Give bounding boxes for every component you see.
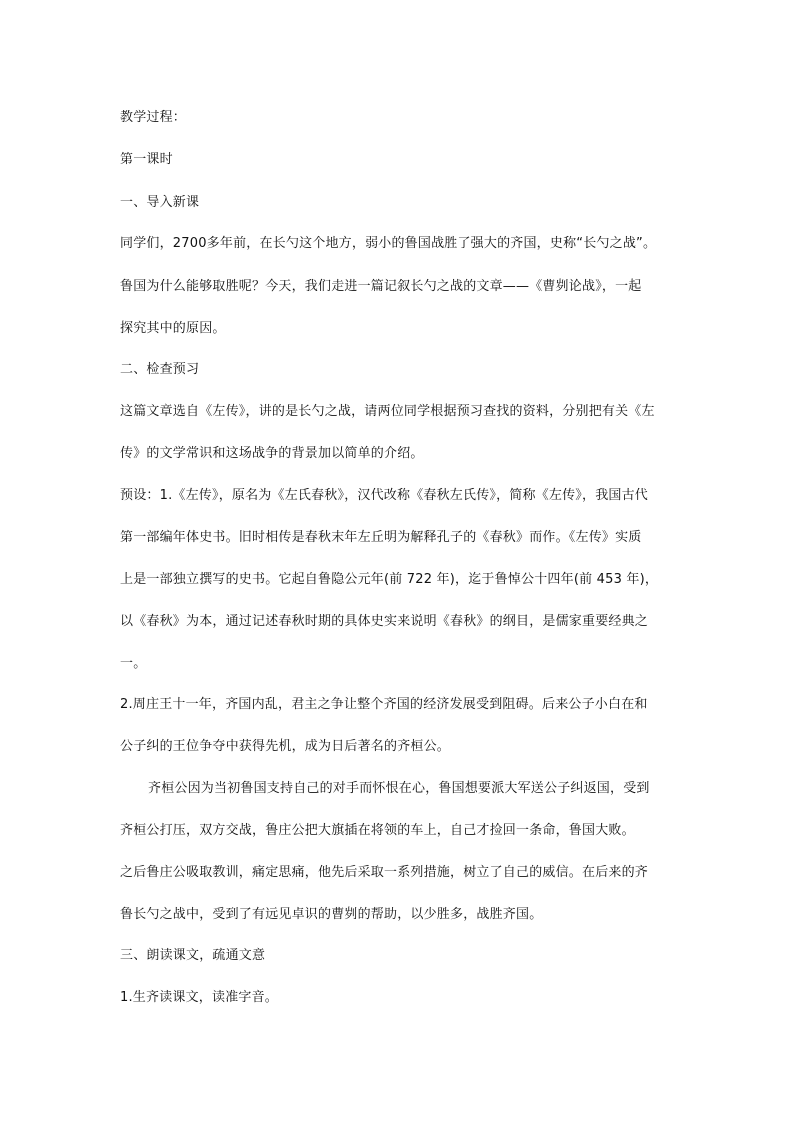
paragraph-line: 一。 (120, 656, 147, 671)
section-heading-preview-check: 二、检查预习 (120, 362, 200, 377)
paragraph-line: 1.生齐读课文，读准字音。 (120, 990, 279, 1005)
paragraph-line: 上是一部独立撰写的史书。它起自鲁隐公元年(前 722 年)，迄于鲁悼公十四年(前 453 年)， (120, 572, 659, 587)
paragraph-line: 齐桓公打压，双方交战，鲁庄公把大旗插在将领的车上，自己才捡回一条命，鲁国大败。 (120, 823, 635, 838)
paragraph-line: 之后鲁庄公吸取教训，痛定思痛，他先后采取一系列措施，树立了自己的威信。在后来的齐 (120, 865, 649, 880)
heading-teaching-process: 教学过程： (120, 110, 187, 125)
paragraph-line: 这篇文章选自《左传》，讲的是长勺之战，请两位同学根据预习查找的资料，分别把有关《左 (120, 404, 655, 419)
paragraph-line: 鲁长勺之战中，受到了有远见卓识的曹刿的帮助，以少胜多，战胜齐国。 (120, 907, 543, 922)
section-heading-introduction: 一、导入新课 (120, 195, 200, 210)
paragraph-line-indented: 齐桓公因为当初鲁国支持自己的对手而怀恨在心，鲁国想要派大军送公子纠返国，受到 (148, 781, 650, 796)
paragraph-line: 预设：1.《左传》，原名为《左氏春秋》，汉代改称《春秋左氏传》，简称《左传》，我国古代 (120, 488, 649, 503)
paragraph-line: 同学们，2700多年前，在长勺这个地方，弱小的鲁国战胜了强大的齐国，史称“长勺之战”。 (120, 236, 657, 251)
paragraph-line: 2.周庄王十一年，齐国内乱，君主之争让整个齐国的经济发展受到阻碍。后来公子小白在和 (120, 697, 648, 712)
section-heading-reading: 三、朗读课文，疏通文意 (120, 948, 266, 963)
paragraph-line: 鲁国为什么能够取胜呢？今天，我们走进一篇记叙长勺之战的文章——《曹刿论战》，一起 (120, 279, 642, 294)
heading-first-lesson: 第一课时 (120, 152, 173, 167)
paragraph-line: 传》的文学常识和这场战争的背景加以简单的介绍。 (120, 446, 424, 461)
paragraph-line: 公子纠的王位争夺中获得先机，成为日后著名的齐桓公。 (120, 739, 451, 754)
paragraph-line: 第一部编年体史书。旧时相传是春秋末年左丘明为解释孔子的《春秋》而作。《左传》实质 (120, 530, 642, 545)
paragraph-line: 探究其中的原因。 (120, 321, 226, 336)
paragraph-line: 以《春秋》为本，通过记述春秋时期的具体史实来说明《春秋》的纲目，是儒家重要经典之 (120, 614, 649, 629)
